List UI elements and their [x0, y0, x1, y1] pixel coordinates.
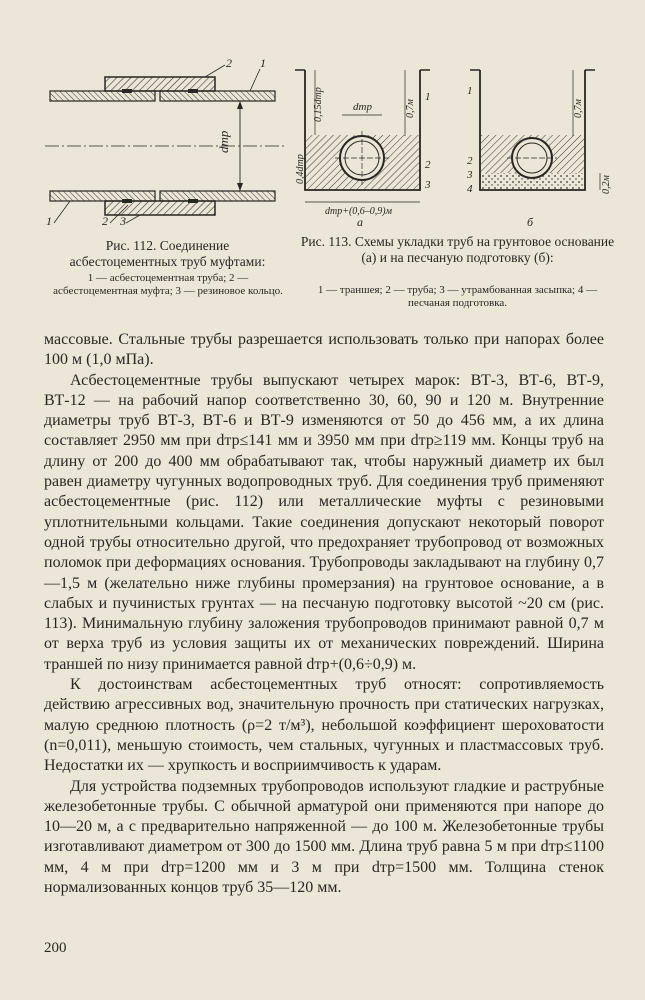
body-text [44, 330, 604, 898]
fig112-label-1-top: 1 [260, 56, 266, 70]
paragraph-1: массовые. Стальные трубы разрешается использовать только при напорах более 100 м (1,0 мПа). [44, 331, 604, 369]
figure-113-legend: 1 — траншея; 2 — труба; 3 — утрамбованная засыпка; 4 — песчаная подготовка. [317, 284, 598, 309]
fig113-n3: 3 [425, 179, 431, 191]
fig112-label-2-bottom: 2 [102, 214, 108, 228]
page-number: 200 [44, 940, 67, 956]
figure-112 [40, 55, 290, 230]
fig112-label-3-bottom: 3 [120, 214, 126, 228]
figure-113-caption: Рис. 113. Схемы укладки труб на грунтовое основание (а) и на песчаную подготовку (б): [300, 234, 615, 265]
fig113-n1: 1 [425, 91, 431, 103]
fig113-h04-label: 0,4dтр [295, 154, 306, 184]
figure-112-legend: 1 — асбестоцементная труба; 2 — асбестоцементная муфта; 3 — резиновое кольцо. [53, 272, 283, 297]
fig113-label-a: а [357, 215, 363, 229]
figure-112-caption: Рис. 112. Соединение асбестоцементных труб муфтами: [69, 238, 266, 269]
fig113-h015-label: 0,15dтр [313, 87, 324, 122]
fig113-n2: 2 [425, 159, 431, 171]
fig113-label-b: б [527, 215, 534, 229]
fig113-h07-label: 0,7м [405, 99, 416, 118]
fig113-n3b: 3 [467, 169, 473, 181]
fig113-h02-label: 0,2м [601, 175, 612, 194]
fig113-n4b: 4 [467, 183, 473, 195]
fig113-dtr-label: dтр [353, 101, 372, 113]
paragraph-2: Асбестоцементные трубы выпускают четырех марок: ВТ-3, ВТ-6, ВТ-9, ВТ-12 — на рабочий напор соответственно 30, 60, 90 и 120 м. Внутренние диаметры труб ВТ-3, ВТ-6 и ВТ-9 изменяются от 50 до 456 мм, а их длина составляет 2950 мм при dтр≤141 мм и 3950 мм при dтр≥119 мм. Концы труб на длину от 200 до 400 мм обрабатывают так, чтобы наружный диаметр их был равен диаметру чугунных водопроводных труб. Для соединения труб применяют асбестоцементные (рис. 112) или металлические муфты с резиновыми уплотнительными кольцами. Такие соединения допускают некоторый поворот одной трубы относительно другой, что предохраняет трубопровод от возможных поломок при деформациях основания. Трубопроводы закладывают на глубину 0,7—1,5 м (желательно ниже глубины промерзания) на грунтовое основание, а в слабых и пучинистых грунтах — на песчаную подготовку высотой ~20 см (рис. 113). Минимальную глубину заложения трубопроводов принимают равной 0,7 м от верха труб из условия защиты их от механических повреждений. Ширина траншей по низу принимается равной dтр+(0,6÷0,9) м. [44, 371, 604, 673]
paragraph-4: Для устройства подземных трубопроводов используют гладкие и раструбные железобетонные трубы. С обычной арматурой они применяются при напоре до 10—20 м, а с предварительно напряженной — до 100 м. Железобетонные трубы изготавливают диаметром от 300 до 1500 мм. Длина труб равна 5 м при dтр≤1100 мм, 4 м при dтр=1200 мм и 3 м при dтр=1500 мм. Толщина стенок нормализованных концов труб 35—120 мм. [44, 777, 604, 897]
figure-112-drawing [40, 55, 290, 230]
paragraph-3: К достоинствам асбестоцементных труб относят: сопротивляемость действию агрессивных вод, значительную прочность при статических нагрузках, малую среднюю плотность (ρ=2 т/м³), небольшой коэффициент шероховатости (n=0,011), меньшую стоимость, чем стальных, чугунных и пластмассовых труб. Недостатки их — хрупкость и восприимчивость к ударам. [44, 676, 604, 775]
fig112-label-2-top: 2 [226, 56, 232, 70]
fig113-n1b: 1 [467, 85, 473, 97]
fig113-width-label: dтр+(0,6–0,9)м [325, 206, 393, 217]
figure-113 [295, 60, 615, 230]
fig113-n2b: 2 [467, 155, 473, 167]
fig113-h07b-label: 0,7м [573, 99, 584, 118]
fig112-diameter-label: dтр [216, 130, 231, 153]
fig112-label-1-bottom: 1 [46, 214, 52, 228]
figure-113-drawing [295, 60, 615, 230]
